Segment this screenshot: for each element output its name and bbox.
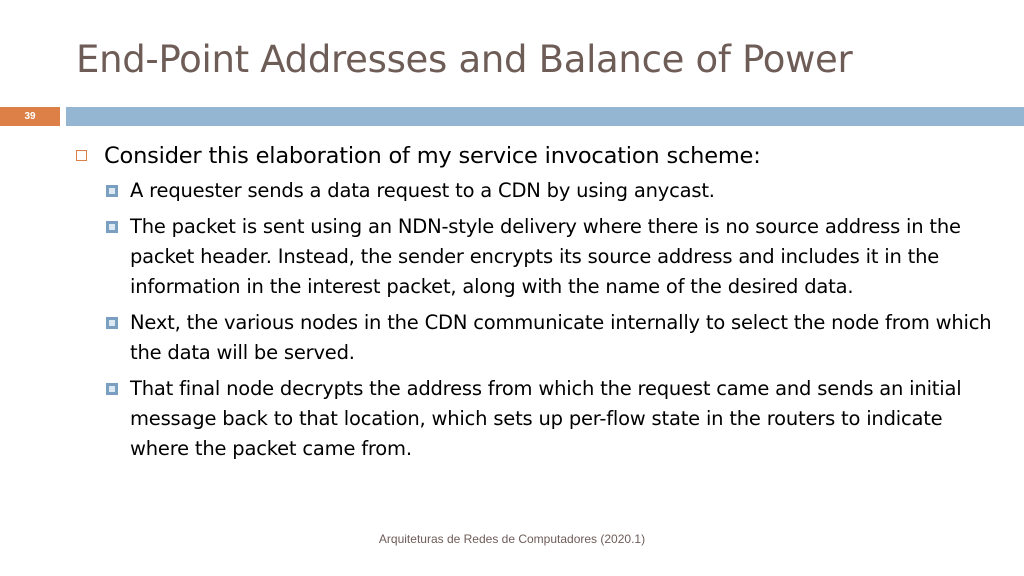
slide-content: [76, 140, 996, 470]
slide-number: 39: [0, 107, 60, 126]
square-bullet-icon: [106, 221, 118, 233]
main-bullet: [76, 140, 996, 172]
slide-footer: Arquiteturas de Redes de Computadores (2020.1): [378, 532, 646, 546]
square-bullet-icon: [106, 185, 118, 197]
main-bullet-text: Consider this elaboration of my service invocation scheme:: [104, 143, 761, 169]
square-bullet-icon: [106, 383, 118, 395]
square-bullet-icon: [106, 317, 118, 329]
sub-bullet-text: A requester sends a data request to a CDN by using anycast.: [130, 179, 715, 202]
header-divider-bar: [66, 107, 1024, 126]
slide-title: End-Point Addresses and Balance of Power: [76, 38, 853, 81]
sub-bullet-text: Next, the various nodes in the CDN communicate internally to select the node from which the data will be served.: [130, 311, 992, 364]
sub-bullet: [106, 374, 996, 464]
hollow-square-bullet-icon: [76, 150, 87, 161]
sub-bullet: [106, 212, 996, 302]
sub-bullet-text: The packet is sent using an NDN-style delivery where there is no source address in the packet header. Instead, the sender encrypts its source address and includes it in the information in the interest packet, along with the name of the desired data.: [130, 215, 961, 298]
sub-bullet: [106, 176, 996, 206]
sub-bullet-text: That final node decrypts the address from which the request came and sends an initial message back to that location, which sets up per-flow state in the routers to indicate where the packet came from.: [130, 377, 962, 460]
sub-bullet: [106, 308, 996, 368]
